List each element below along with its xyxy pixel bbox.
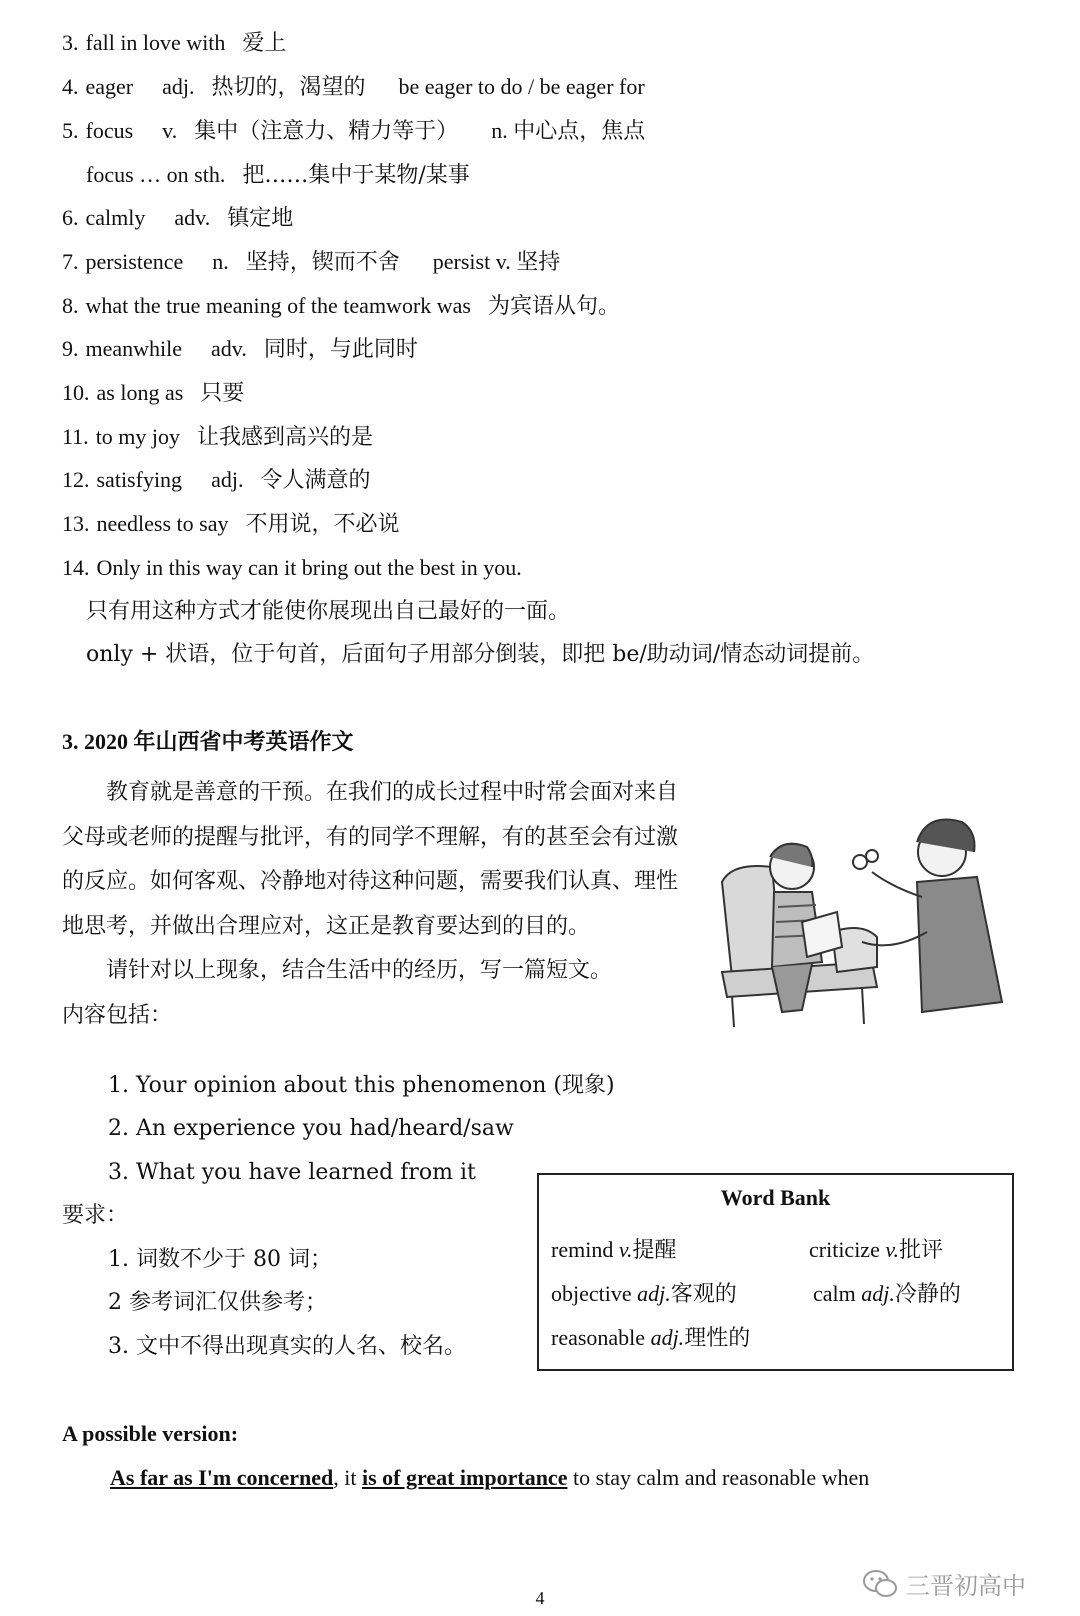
requirement-item: 2 参考词汇仅供参考；	[108, 1290, 327, 1315]
possible-version-label: A possible version:	[62, 1421, 239, 1446]
vocab-item: 4. eager adj. 热切的，渴望的 be eager to do / be eager for	[62, 74, 645, 100]
vocab-item: focus … on sth. 把……集中于某物/某事	[86, 162, 470, 188]
word-bank-title: Word Bank	[720, 1185, 831, 1210]
vocab-item: 13. needless to say 不用说，不必说	[62, 511, 400, 537]
vocab-item: 14. Only in this way can it bring out the best in you.	[62, 555, 522, 580]
vocab-item: 12. satisfying adj. 令人满意的	[62, 467, 371, 493]
word-bank-entry: remind v.提醒	[551, 1237, 677, 1262]
vocab-item: 9. meanwhile adv. 同时，与此同时	[62, 336, 418, 362]
content-item: 1. Your opinion about this phenomenon (现象)	[108, 1073, 615, 1098]
word-bank-entry: criticize v.批评	[809, 1237, 943, 1262]
content-label: 内容包括：	[62, 1002, 173, 1028]
vocab-item: 10. as long as 只要	[62, 380, 245, 406]
vocab-item: 7. persistence n. 坚持，锲而不舍 persist v. 坚持	[62, 249, 561, 275]
section-heading: 3. 2020 年山西省中考英语作文	[62, 729, 354, 754]
intro-text	[62, 771, 690, 1038]
intro-paragraph-2: 请针对以上现象，结合生活中的经历，写一篇短文。	[106, 958, 613, 983]
vocab-item: 3. fall in love with 爱上	[62, 30, 287, 56]
item14-translation: 只有用这种方式才能使你展现出自己最好的一面。	[86, 599, 571, 624]
word-bank-entry: reasonable adj.理性的	[551, 1325, 751, 1350]
requirement-item: 1. 词数不少于 80 词；	[108, 1247, 332, 1272]
watermark-text: 三晋初高中	[906, 1572, 1026, 1600]
intro-paragraph-1: 教育就是善意的干预。在我们的成长过程中时常会面对来自父母或老师的提醒与批评，有的同学不理解，有的甚至会有过激的反应。如何客观、冷静地对待这种问题，需要我们认真、理性地思考，并做出合理应对，这正是教育要达到的目的。	[62, 780, 679, 939]
content-item: 3. What you have learned from it	[108, 1160, 476, 1185]
word-bank-entry: objective adj.客观的	[551, 1281, 737, 1306]
word-bank	[537, 1173, 1014, 1371]
wechat-icon	[862, 1569, 898, 1599]
item14-note: only + 状语，位于句首，后面句子用部分倒装，即把 be/助动词/情态动词提前。	[86, 642, 875, 667]
content-item: 2. An experience you had/heard/saw	[108, 1116, 514, 1141]
vocab-item: 11. to my joy 让我感到高兴的是	[62, 424, 374, 450]
vocab-item: 6. calmly adv. 镇定地	[62, 205, 294, 231]
word-bank-entry: calm adj.冷静的	[813, 1281, 961, 1306]
essay-first-line: As far as I'm concerned, it is of great importance to stay calm and reasonable when	[110, 1465, 870, 1490]
vocab-item: 8. what the true meaning of the teamwork was 为宾语从句。	[62, 293, 620, 319]
requirements-label: 要求：	[62, 1203, 129, 1228]
vocab-item: 5. focus v. 集中（注意力、精力等于） n. 中心点，焦点	[62, 118, 646, 144]
illustration-image	[712, 812, 1012, 1032]
requirement-item: 3. 文中不得出现真实的人名、校名。	[108, 1334, 466, 1359]
page-number: 4	[535, 1588, 545, 1608]
watermark	[862, 1566, 1026, 1601]
